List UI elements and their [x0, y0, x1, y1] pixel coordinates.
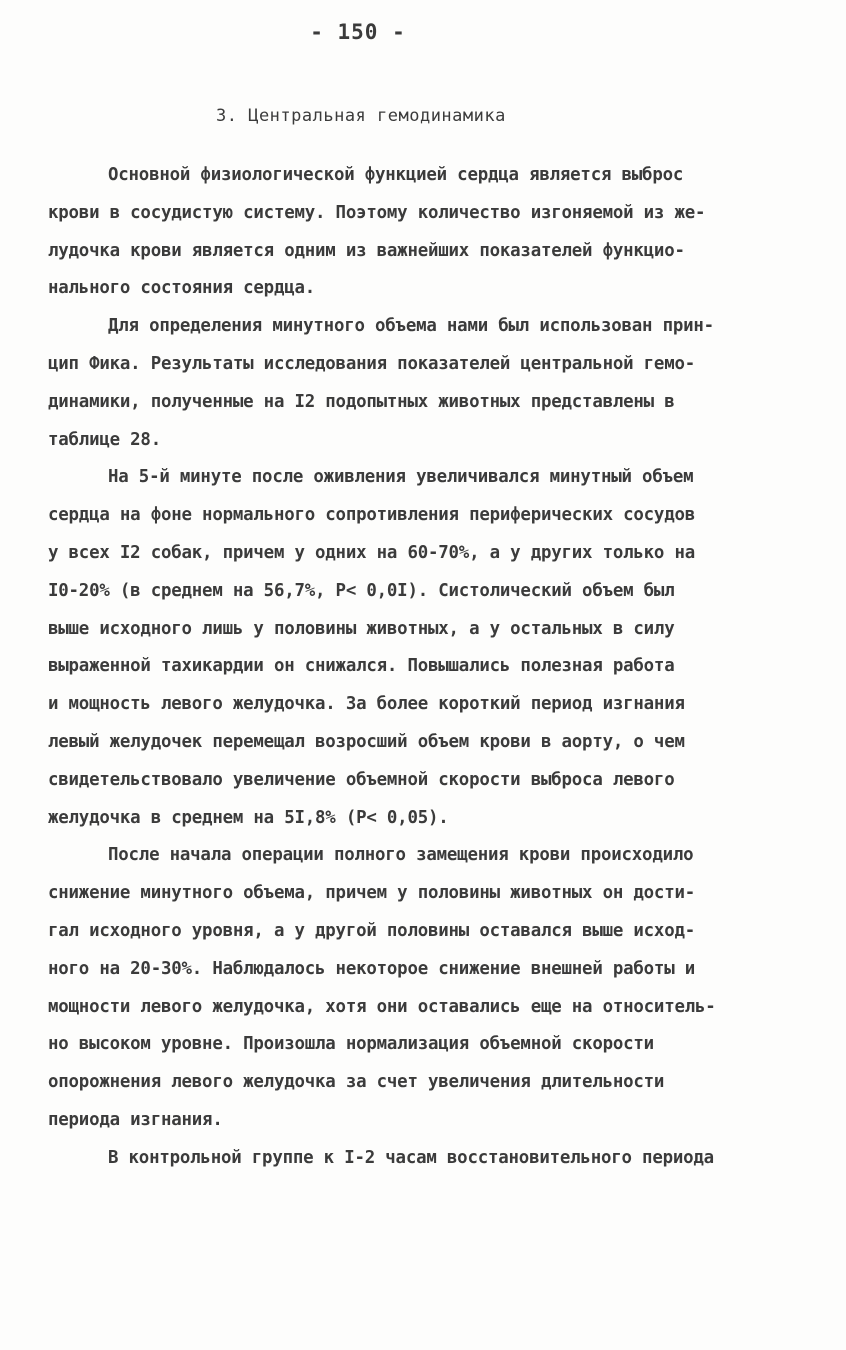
text-line: снижение минутного объема, причем у половины животных он дости-: [48, 883, 696, 903]
text-line: лудочка крови является одним из важнейших показателей функцио-: [48, 241, 685, 261]
text-line: но высоком уровне. Произошла нормализация объемной скорости: [48, 1034, 654, 1054]
text-line: желудочка в среднем на 5I,8% (P< 0,05).: [48, 808, 449, 828]
section-heading: 3. Центральная гемодинамика: [216, 106, 506, 126]
text-line: цип Фика. Результаты исследования показателей центральной гемо-: [48, 354, 696, 374]
text-line: выраженной тахикардии он снижался. Повышались полезная работа: [48, 656, 675, 676]
text-line: После начала операции полного замещения крови происходило: [108, 845, 694, 865]
text-line: периода изгнания.: [48, 1110, 223, 1130]
text-line: сердца на фоне нормального сопротивления периферических сосудов: [48, 505, 696, 525]
text-line: На 5-й минуте после оживления увеличивался минутный объем: [108, 467, 694, 487]
text-line: у всех I2 собак, причем у одних на 60-70%, а у других только на: [48, 543, 696, 563]
text-line: выше исходного лишь у половины животных, а у остальных в силу: [48, 619, 675, 639]
text-line: Основной физиологической функцией сердца является выброс: [108, 165, 684, 185]
text-line: В контрольной группе к I-2 часам восстановительного периода: [108, 1148, 714, 1168]
text-line: таблице 28.: [48, 430, 161, 450]
text-line: Для определения минутного объема нами был использован прин-: [108, 316, 714, 336]
text-line: и мощность левого желудочка. За более короткий период изгнания: [48, 694, 685, 714]
text-line: гал исходного уровня, а у другой половины оставался выше исход-: [48, 921, 696, 941]
text-line: мощности левого желудочка, хотя они оставались еще на относитель-: [48, 997, 716, 1017]
text-line: свидетельствовало увеличение объемной скорости выброса левого: [48, 770, 675, 790]
text-line: крови в сосудистую систему. Поэтому количество изгоняемой из же-: [48, 203, 706, 223]
page-number: - 150 -: [310, 20, 406, 44]
text-line: динамики, полученные на I2 подопытных животных представлены в: [48, 392, 675, 412]
text-line: ного на 20-30%. Наблюдалось некоторое снижение внешней работы и: [48, 959, 696, 979]
text-line: нального состояния сердца.: [48, 278, 316, 298]
text-line: I0-20% (в среднем на 56,7%, P< 0,0I). Систолический объем был: [48, 581, 675, 601]
text-line: опорожнения левого желудочка за счет увеличения длительности: [48, 1072, 665, 1092]
text-line: левый желудочек перемещал возросший объем крови в аорту, о чем: [48, 732, 685, 752]
